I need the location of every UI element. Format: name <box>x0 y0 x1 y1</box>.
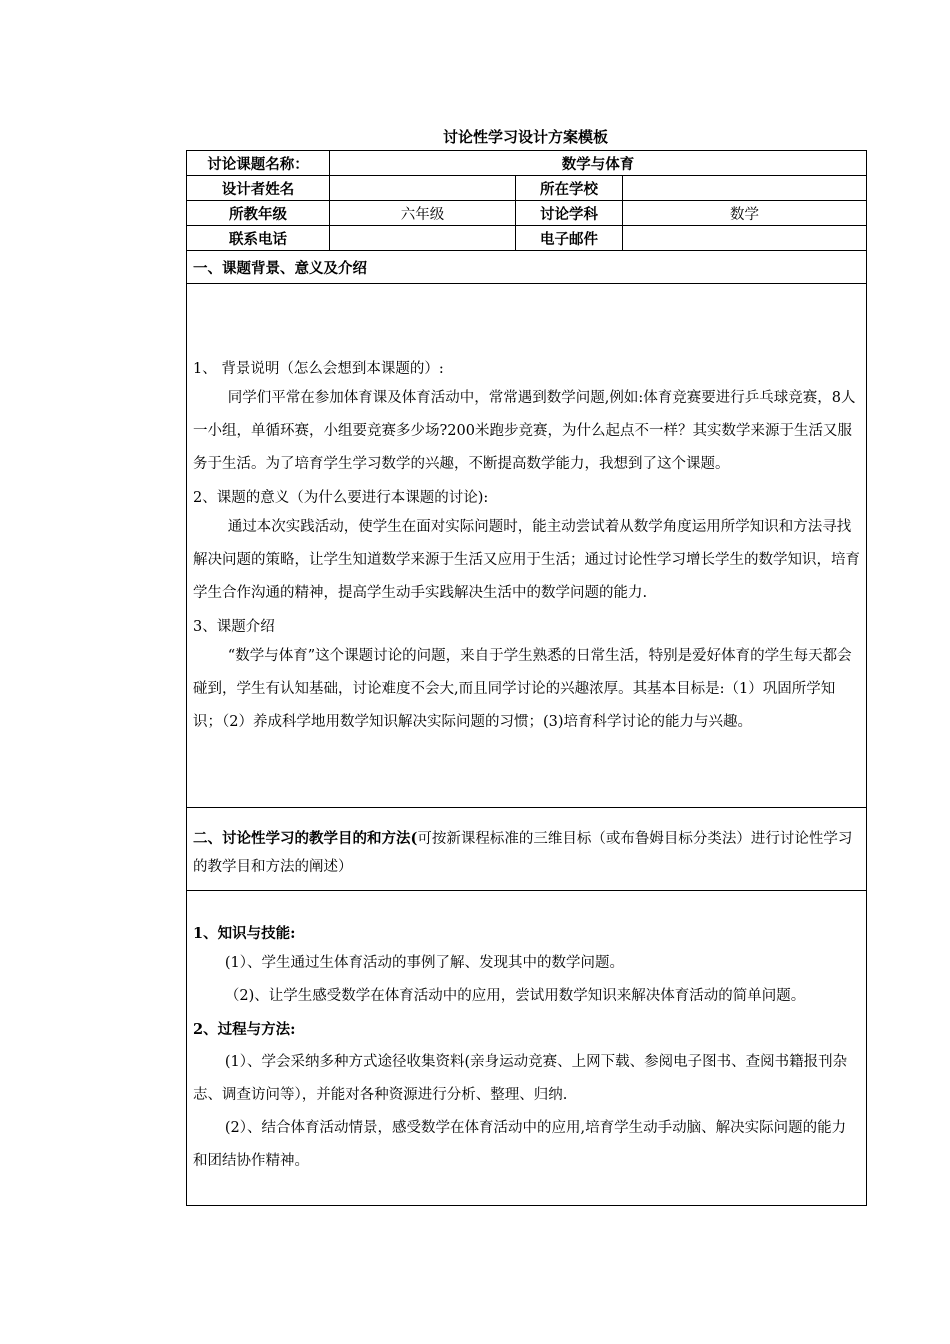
section2-heading <box>187 808 867 891</box>
knowledge-item-2: （2)、让学生感受数学在体育活动中的应用，尝试用数学知识来解决体育活动的简单问题。 <box>224 987 806 1004</box>
grade-value[interactable]: 六年级 <box>330 201 516 226</box>
topic-row <box>187 151 867 176</box>
section2-body-row <box>187 891 867 1206</box>
meaning-label: 2、课题的意义（为什么要进行本课题的讨论): <box>193 490 489 506</box>
section1-body-row <box>187 284 867 808</box>
email-label: 电子邮件 <box>516 226 623 251</box>
subject-value[interactable]: 数学 <box>623 201 867 226</box>
process-item-2: (2）、结合体育活动情景，感受数学在体育活动中的应用,培育学生动手动脑、解决实际问题的能力和团结协作精神。 <box>193 1119 847 1169</box>
designer-label: 设计者姓名 <box>187 176 330 201</box>
email-value[interactable] <box>623 226 867 251</box>
section2-heading-note: 可按新课程标准的三维目标（或布鲁姆目标分类法）进行讨论性学习的教学目和方法的阐述） <box>193 831 853 875</box>
section1-heading-row <box>187 251 867 284</box>
intro-label: 3、课题介绍 <box>193 619 275 635</box>
designer-value[interactable] <box>330 176 516 201</box>
meaning-text: 通过本次实践活动，使学生在面对实际问题时，能主动尝试着从数学角度运用所学知识和方法寻找解决问题的策略，让学生知道数学来源于生活又应用于生活；通过讨论性学习增长学生的数学知识，培育学生合作沟通的精神，提高学生动手实践解决生活中的数学问题的能力. <box>193 519 860 601</box>
knowledge-label: 1、知识与技能: <box>193 924 296 942</box>
process-item-1: (1）、学会采纳多种方式途径收集资料(亲身运动竞赛、上网下载、参阅电子图书、查阅书籍报刊杂志、调查访问等），并能对各种资源进行分析、整理、归纳. <box>193 1053 848 1103</box>
background-label: 1、 背景说明（怎么会想到本课题的）: <box>193 361 444 377</box>
design-form-table <box>186 150 867 1206</box>
school-value[interactable] <box>623 176 867 201</box>
designer-row <box>187 176 867 201</box>
contact-row <box>187 226 867 251</box>
subject-label: 讨论学科 <box>516 201 623 226</box>
school-label: 所在学校 <box>516 176 623 201</box>
grade-label: 所教年级 <box>187 201 330 226</box>
section2-body <box>187 891 867 1206</box>
process-label: 2、过程与方法: <box>193 1020 296 1038</box>
section2-heading-row <box>187 808 867 891</box>
section1-body <box>187 284 867 808</box>
topic-value[interactable]: 数学与体育 <box>330 151 867 176</box>
grade-row <box>187 201 867 226</box>
phone-label: 联系电话 <box>187 226 330 251</box>
document-title: 讨论性学习设计方案模板 <box>442 128 608 146</box>
section1-heading: 一、课题背景、意义及介绍 <box>187 251 867 284</box>
intro-text: “数学与体育”这个课题讨论的问题，来自于学生熟悉的日常生活，特别是爱好体育的学生每天都会碰到，学生有认知基础，讨论难度不会大,而且同学讨论的兴趣浓厚。其基本目标是:（1）巩固所学知识；（2）养成科学地用数学知识解决实际问题的习惯；(3)培育科学讨论的能力与兴趣。 <box>193 648 852 730</box>
background-text: 同学们平常在参加体育课及体育活动中，常常遇到数学问题,例如:体育竞赛要进行乒乓球竞赛，8人一小组，单循环赛，小组要竞赛多少场?200米跑步竞赛，为什么起点不一样？其实数学来源于生活又服务于生活。为了培育学生学习数学的兴趣，不断提高数学能力，我想到了这个课题。 <box>193 390 856 472</box>
knowledge-item-1: (1）、学生通过生体育活动的事例了解、发现其中的数学问题。 <box>224 954 625 971</box>
section2-heading-title: 二、讨论性学习的教学目的和方法( <box>193 830 418 847</box>
topic-label: 讨论课题名称： <box>187 151 330 176</box>
phone-value[interactable] <box>330 226 516 251</box>
